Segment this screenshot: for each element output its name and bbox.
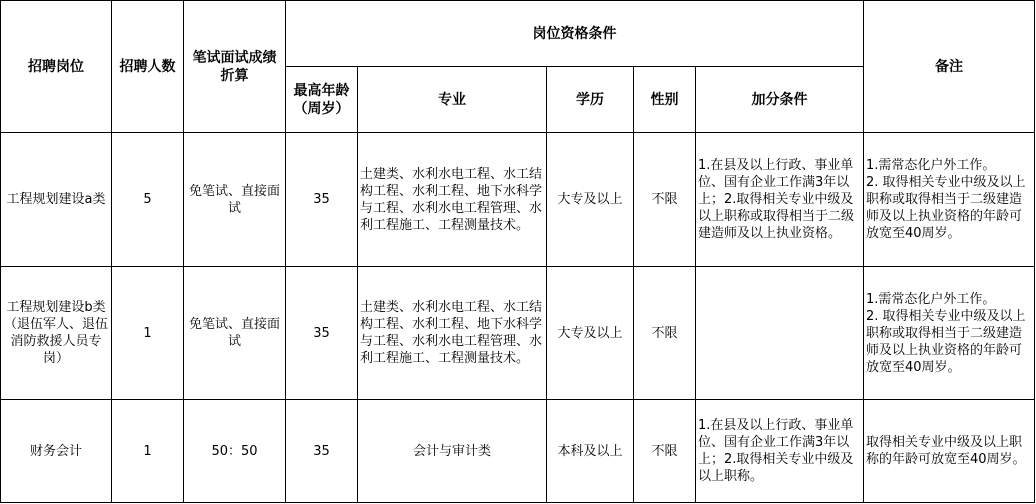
cell-notes: 1.需常态化户外工作。 2. 取得相关专业中级及以上职称或取得相当于二级建造师及以上执业资格的年龄可放宽至40周岁。 xyxy=(864,267,1035,400)
cell-count: 1 xyxy=(112,267,184,400)
header-education: 学历 xyxy=(547,67,634,133)
table-row xyxy=(1,267,1035,400)
cell-gender: 不限 xyxy=(634,267,696,400)
header-major: 专业 xyxy=(358,67,547,133)
header-position: 招聘岗位 xyxy=(1,1,112,133)
header-gender: 性别 xyxy=(634,67,696,133)
cell-score-weight: 免笔试、直接面试 xyxy=(184,133,286,267)
header-count: 招聘人数 xyxy=(112,1,184,133)
table-row xyxy=(1,133,1035,267)
cell-bonus xyxy=(696,267,864,400)
cell-score-weight: 50：50 xyxy=(184,400,286,503)
cell-score-weight: 免笔试、直接面试 xyxy=(184,267,286,400)
table-row xyxy=(1,400,1035,503)
cell-max-age: 35 xyxy=(286,133,358,267)
cell-notes: 取得相关专业中级及以上职称的年龄可放宽至40周岁。 xyxy=(864,400,1035,503)
cell-education: 大专及以上 xyxy=(547,133,634,267)
cell-position: 工程规划建设a类 xyxy=(1,133,112,267)
cell-max-age: 35 xyxy=(286,267,358,400)
cell-position: 工程规划建设b类（退伍军人、退伍消防救援人员专岗） xyxy=(1,267,112,400)
cell-count: 1 xyxy=(112,400,184,503)
header-bonus: 加分条件 xyxy=(696,67,864,133)
cell-major: 土建类、水利水电工程、水工结构工程、水利工程、地下水科学与工程、水利水电工程管理、水利工程施工、工程测量技术。 xyxy=(358,133,547,267)
cell-max-age: 35 xyxy=(286,400,358,503)
cell-count: 5 xyxy=(112,133,184,267)
header-qualifications: 岗位资格条件 xyxy=(286,1,864,67)
cell-major: 土建类、水利水电工程、水工结构工程、水利工程、地下水科学与工程、水利水电工程管理、水利工程施工、工程测量技术。 xyxy=(358,267,547,400)
header-row-top xyxy=(1,1,1035,67)
cell-education: 大专及以上 xyxy=(547,267,634,400)
header-score-weight: 笔试面试成绩折算 xyxy=(184,1,286,133)
cell-bonus: 1.在县及以上行政、事业单位、国有企业工作满3年以上；2.取得相关专业中级及以上职称或取得相当于二级建造师及以上执业资格。 xyxy=(696,133,864,267)
cell-bonus: 1.在县及以上行政、事业单位、国有企业工作满3年以上；2.取得相关专业中级及以上职称。 xyxy=(696,400,864,503)
cell-gender: 不限 xyxy=(634,400,696,503)
cell-education: 本科及以上 xyxy=(547,400,634,503)
cell-major: 会计与审计类 xyxy=(358,400,547,503)
header-max-age: 最高年龄（周岁） xyxy=(286,67,358,133)
cell-notes: 1.需常态化户外工作。 2. 取得相关专业中级及以上职称或取得相当于二级建造师及以上执业资格的年龄可放宽至40周岁。 xyxy=(864,133,1035,267)
cell-gender: 不限 xyxy=(634,133,696,267)
cell-position: 财务会计 xyxy=(1,400,112,503)
header-notes: 备注 xyxy=(864,1,1035,133)
